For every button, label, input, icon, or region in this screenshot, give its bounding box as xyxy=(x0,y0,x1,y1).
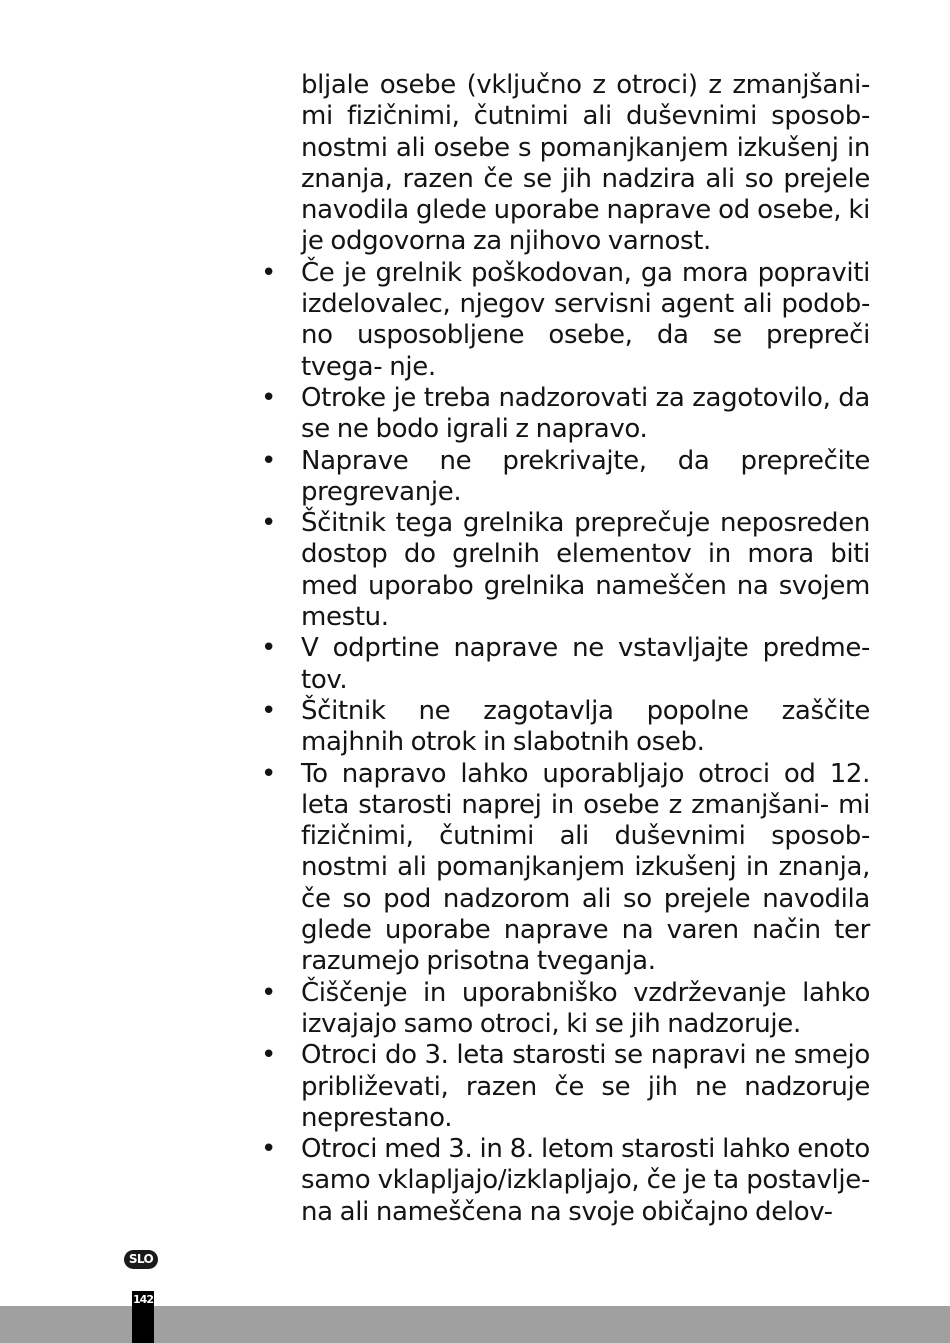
bullet-item xyxy=(261,508,870,633)
text-line: majhnih otrok in slabotnih oseb. xyxy=(301,727,705,758)
bullet-item xyxy=(261,383,870,446)
text-line: navodila glede uporabe naprave od osebe, xyxy=(301,195,842,226)
text-line: Naprave ne prekrivajte, da preprečite xyxy=(301,445,870,476)
bullet-item xyxy=(261,1040,870,1134)
text-line: dostop do grelnih elementov in mora biti xyxy=(301,539,870,570)
bullet-item xyxy=(261,633,870,696)
bullet-icon: • xyxy=(261,977,276,1008)
text-line: nje. xyxy=(389,351,436,382)
text-line: V odprtine naprave ne vstavljajte predme- xyxy=(301,633,870,664)
text-line: Ščitnik tega grelnika preprečuje neposreden xyxy=(301,508,870,539)
text-line: Otroci med 3. in 8. letom starosti lahko enoto xyxy=(301,1134,870,1165)
page-number: 142 xyxy=(133,1293,153,1306)
text-line: izdelovalec, njegov servisni agent ali podob- xyxy=(301,289,870,320)
text-line: neprestano. xyxy=(301,1102,453,1133)
bullet-icon: • xyxy=(261,758,276,789)
text-line: na ali nameščena na svoje običajno delov- xyxy=(301,1196,833,1227)
text-line: med uporabo grelnika nameščen na svojem xyxy=(301,570,870,601)
text-line: ki je odgovorna za njihovo varnost. xyxy=(301,195,870,257)
text-line: nostmi ali pomanjkanjem izkušenj in znanja, xyxy=(301,852,870,883)
text-line: tov. xyxy=(301,664,348,695)
text-line: znanja, razen če se jih nadzira ali so prejele xyxy=(301,163,870,194)
bullet-icon: • xyxy=(261,257,276,288)
text-line: mi fizičnimi, čutnimi ali duševnimi sposob- xyxy=(301,101,870,132)
text-line: mestu. xyxy=(301,602,389,633)
text-line: no usposobljene osebe, da se prepreči tvega- xyxy=(301,320,870,382)
text-line: Ščitnik ne zagotavlja popolne zaščite xyxy=(301,695,870,726)
bullet-icon: • xyxy=(261,633,276,664)
bullet-icon: • xyxy=(261,1040,276,1071)
text-line: To napravo lahko uporabljajo otroci od 12. xyxy=(301,758,870,789)
bullet-icon: • xyxy=(261,382,276,413)
text-line: če so pod nadzorom ali so prejele navodila xyxy=(301,883,870,914)
text-line: bljale osebe (vključno z otroci) z zmanjšani- xyxy=(301,70,870,100)
text-line: izvajajo samo otroci, ki se jih nadzoruje. xyxy=(301,1008,801,1039)
text-line: Otroci do 3. leta starosti se napravi ne smejo xyxy=(301,1040,870,1071)
bullet-icon: • xyxy=(261,1134,276,1165)
language-badge: SLO xyxy=(124,1250,158,1269)
bullet-item xyxy=(261,759,870,978)
bullet-item xyxy=(261,696,870,759)
text-line: mi fizičnimi, čutnimi ali duševnimi sposob- xyxy=(301,789,871,852)
text-line: Otroke je treba nadzorovati za zagotovilo, xyxy=(301,382,831,413)
text-line: pregrevanje. xyxy=(301,476,462,507)
bullet-item xyxy=(261,258,870,383)
bullet-icon: • xyxy=(261,695,276,726)
text-line: Čiščenje in uporabniško vzdrževanje lahko xyxy=(301,977,870,1008)
text-line: nostmi ali osebe s pomanjkanjem izkušenj in xyxy=(301,132,870,163)
bullet-icon: • xyxy=(261,445,276,476)
bullet-icon: • xyxy=(261,508,276,539)
bullet-item xyxy=(261,1134,870,1228)
text-line: da se ne bodo igrali z napravo. xyxy=(301,382,871,445)
bullet-item xyxy=(261,978,870,1041)
text-line: približevati, razen če se jih ne nadzoruje xyxy=(301,1071,870,1102)
text-line: samo vklapljajo/izklapljajo, če je ta postavlje- xyxy=(301,1165,870,1196)
safety-instructions-text xyxy=(261,70,870,1228)
continuation-paragraph xyxy=(261,70,870,258)
text-line: glede uporabe naprave na varen način ter xyxy=(301,915,870,946)
bullet-item xyxy=(261,446,870,509)
text-line: razumejo prisotna tveganja. xyxy=(301,946,656,977)
text-line: leta starosti naprej in osebe z zmanjšani- xyxy=(301,789,829,820)
text-line: Če je grelnik poškodovan, ga mora popraviti xyxy=(301,257,870,288)
